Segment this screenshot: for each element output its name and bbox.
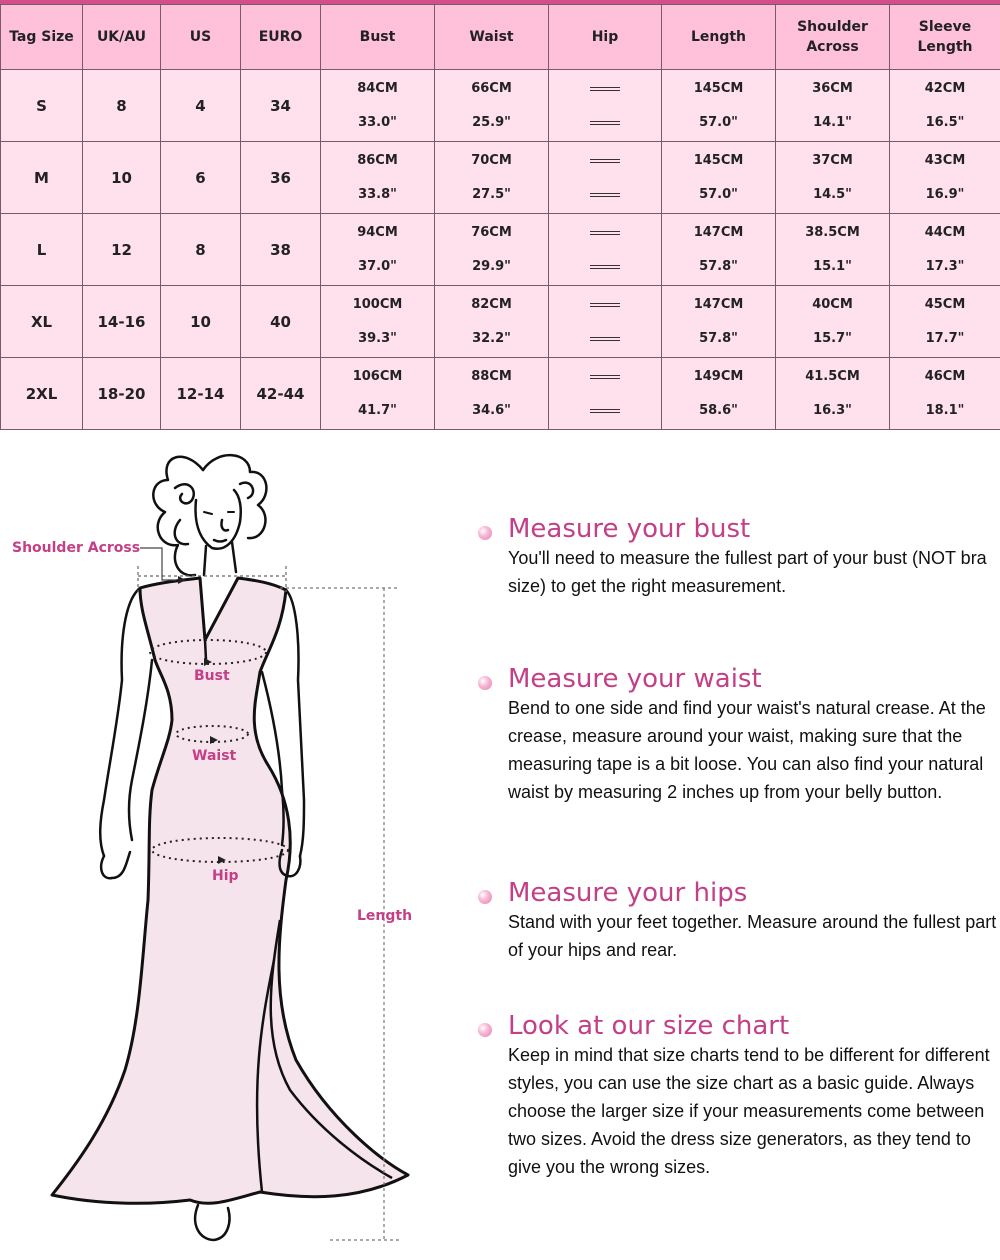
empty-value-dash bbox=[590, 303, 620, 304]
table-row bbox=[1, 70, 1000, 142]
uk-size-cell: 10 bbox=[83, 142, 161, 214]
guide-text-size-chart: Keep in mind that size charts tend to be different for different styles, you can use the size chart as a basic guide. Always choose the larger size if your measurements come between two sizes. Avoid the dress size generators, as they tend to give you the wrong sizes. bbox=[508, 1045, 990, 1177]
guide-title-bust: Measure your bust bbox=[508, 514, 751, 544]
empty-value-dash bbox=[590, 265, 620, 266]
measurement-figure-illustration bbox=[0, 440, 460, 1260]
shoulder-across-label: Shoulder Across bbox=[12, 540, 141, 556]
tag-size-cell: XL bbox=[1, 286, 83, 358]
guide-section-waist bbox=[478, 664, 998, 806]
shoulder-cell: 41.5CM 16.3" bbox=[776, 358, 890, 430]
shoulder-cell: 40CM 15.7" bbox=[776, 286, 890, 358]
header-euro: EURO bbox=[241, 5, 321, 70]
table-row bbox=[1, 286, 1000, 358]
table-row bbox=[1, 214, 1000, 286]
uk-size-cell: 8 bbox=[83, 70, 161, 142]
guide-title-waist: Measure your waist bbox=[508, 664, 762, 694]
empty-value-dash bbox=[590, 193, 620, 194]
header-uk-au: UK/AU bbox=[83, 5, 161, 70]
shoulder-label-leader bbox=[140, 548, 176, 580]
guide-section-size-chart bbox=[478, 1011, 998, 1181]
bust-cell: 84CM 33.0" bbox=[321, 70, 435, 142]
bust-cell: 94CM 37.0" bbox=[321, 214, 435, 286]
euro-size-cell: 38 bbox=[241, 214, 321, 286]
euro-size-cell: 36 bbox=[241, 142, 321, 214]
tag-size-cell: 2XL bbox=[1, 358, 83, 430]
sleeve-cell: 46CM 18.1" bbox=[890, 358, 1000, 430]
table-header-row bbox=[1, 5, 1000, 70]
euro-size-cell: 34 bbox=[241, 70, 321, 142]
pink-bullet-icon bbox=[478, 676, 492, 690]
us-size-cell: 10 bbox=[161, 286, 241, 358]
waist-cell: 76CM 29.9" bbox=[435, 214, 549, 286]
us-size-cell: 6 bbox=[161, 142, 241, 214]
tag-size-cell: M bbox=[1, 142, 83, 214]
tag-size-cell: L bbox=[1, 214, 83, 286]
dress-silhouette bbox=[52, 578, 408, 1203]
us-size-cell: 4 bbox=[161, 70, 241, 142]
length-cell: 145CM 57.0" bbox=[662, 142, 776, 214]
waist-cell: 82CM 32.2" bbox=[435, 286, 549, 358]
table-row bbox=[1, 142, 1000, 214]
header-shoulder-across: Shoulder Across bbox=[776, 5, 890, 70]
guide-text-waist: Bend to one side and find your waist's natural crease. At the crease, measure around your waist, making sure that the measuring tape is a bit loose. You can also find your natural waist by measuring 2 inches up from your belly button. bbox=[508, 698, 986, 802]
pink-bullet-icon bbox=[478, 890, 492, 904]
uk-size-cell: 18-20 bbox=[83, 358, 161, 430]
guide-text-hips: Stand with your feet together. Measure around the fullest part of your hips and rear. bbox=[508, 912, 997, 960]
bust-cell: 106CM 41.7" bbox=[321, 358, 435, 430]
shoulder-cell: 38.5CM 15.1" bbox=[776, 214, 890, 286]
waist-cell: 88CM 34.6" bbox=[435, 358, 549, 430]
hip-label: Hip bbox=[212, 868, 239, 884]
tag-size-cell: S bbox=[1, 70, 83, 142]
hip-cell bbox=[549, 142, 662, 214]
empty-value-dash bbox=[590, 409, 620, 410]
bust-cell: 86CM 33.8" bbox=[321, 142, 435, 214]
sleeve-cell: 45CM 17.7" bbox=[890, 286, 1000, 358]
guide-text-bust: You'll need to measure the fullest part of your bust (NOT bra size) to get the right measurement. bbox=[508, 548, 987, 596]
guide-section-bust bbox=[478, 514, 998, 600]
sleeve-cell: 44CM 17.3" bbox=[890, 214, 1000, 286]
hip-cell bbox=[549, 214, 662, 286]
length-cell: 147CM 57.8" bbox=[662, 214, 776, 286]
uk-size-cell: 12 bbox=[83, 214, 161, 286]
length-cell: 149CM 58.6" bbox=[662, 358, 776, 430]
pink-bullet-icon bbox=[478, 526, 492, 540]
header-hip: Hip bbox=[549, 5, 662, 70]
shoulder-cell: 36CM 14.1" bbox=[776, 70, 890, 142]
empty-value-dash bbox=[590, 337, 620, 338]
guide-title-hips: Measure your hips bbox=[508, 878, 748, 908]
bust-cell: 100CM 39.3" bbox=[321, 286, 435, 358]
header-waist: Waist bbox=[435, 5, 549, 70]
euro-size-cell: 40 bbox=[241, 286, 321, 358]
guide-section-hips bbox=[478, 878, 998, 964]
pink-bullet-icon bbox=[478, 1023, 492, 1037]
header-tag-size: Tag Size bbox=[1, 5, 83, 70]
empty-value-dash bbox=[590, 87, 620, 88]
waist-cell: 70CM 27.5" bbox=[435, 142, 549, 214]
length-cell: 145CM 57.0" bbox=[662, 70, 776, 142]
waist-label: Waist bbox=[192, 748, 237, 764]
length-cell: 147CM 57.8" bbox=[662, 286, 776, 358]
length-label: Length bbox=[357, 908, 413, 924]
euro-size-cell: 42-44 bbox=[241, 358, 321, 430]
header-bust: Bust bbox=[321, 5, 435, 70]
sleeve-cell: 43CM 16.9" bbox=[890, 142, 1000, 214]
size-chart-table bbox=[0, 4, 1000, 430]
uk-size-cell: 14-16 bbox=[83, 286, 161, 358]
empty-value-dash bbox=[590, 231, 620, 232]
us-size-cell: 8 bbox=[161, 214, 241, 286]
hip-cell bbox=[549, 70, 662, 142]
guide-title-size-chart: Look at our size chart bbox=[508, 1011, 790, 1041]
header-us: US bbox=[161, 5, 241, 70]
hair-and-head-drawing bbox=[153, 455, 266, 575]
waist-cell: 66CM 25.9" bbox=[435, 70, 549, 142]
bust-label: Bust bbox=[194, 668, 230, 684]
header-sleeve-length: Sleeve Length bbox=[890, 5, 1000, 70]
hip-cell bbox=[549, 286, 662, 358]
shoulder-cell: 37CM 14.5" bbox=[776, 142, 890, 214]
sleeve-cell: 42CM 16.5" bbox=[890, 70, 1000, 142]
empty-value-dash bbox=[590, 121, 620, 122]
empty-value-dash bbox=[590, 375, 620, 376]
empty-value-dash bbox=[590, 159, 620, 160]
us-size-cell: 12-14 bbox=[161, 358, 241, 430]
header-length: Length bbox=[662, 5, 776, 70]
table-row bbox=[1, 358, 1000, 430]
hip-cell bbox=[549, 358, 662, 430]
